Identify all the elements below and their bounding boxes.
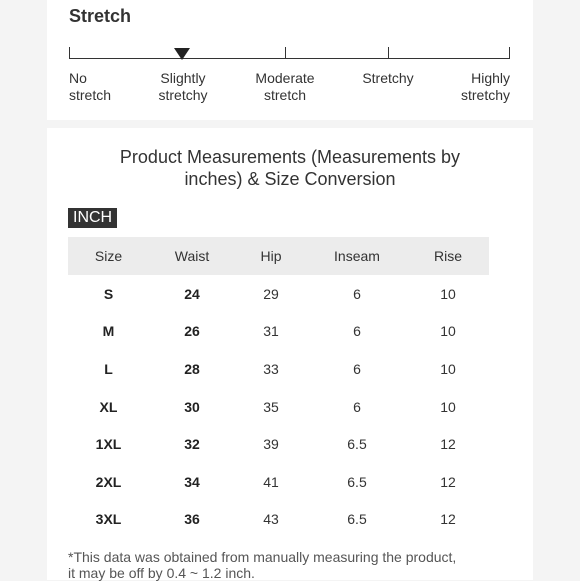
cell-inseam: 6.5: [347, 473, 367, 490]
cell-size: M: [102, 323, 115, 340]
size-table: [68, 237, 489, 538]
cell-waist: 34: [184, 473, 200, 490]
cell-waist: 24: [184, 285, 200, 302]
cell-size: 1XL: [95, 436, 122, 453]
table-row: [68, 313, 489, 351]
cell-hip: 39: [263, 436, 279, 453]
cell-rise: 12: [440, 511, 456, 528]
stretch-scale-line: [69, 58, 510, 59]
cell-rise: 10: [440, 323, 456, 340]
measurement-note: *This data was obtained from manually measuring the product, it may be off by 0.4 ~ 1.2 inch.: [68, 549, 457, 581]
cell-rise: 10: [440, 398, 456, 415]
cell-waist: 26: [184, 323, 200, 340]
cell-inseam: 6.5: [347, 511, 367, 528]
cell-hip: 29: [263, 285, 279, 302]
unit-badge: INCH: [68, 208, 117, 228]
cell-hip: 43: [263, 511, 279, 528]
cell-size: 3XL: [95, 511, 122, 528]
table-row: [68, 425, 489, 463]
cell-waist: 36: [184, 511, 200, 528]
measurements-card: [47, 128, 533, 580]
table-row: [68, 350, 489, 388]
cell-size: XL: [99, 398, 118, 415]
stretch-marker-icon: [174, 48, 190, 60]
table-row: [68, 501, 489, 539]
cell-hip: 41: [263, 473, 279, 490]
table-row: [68, 275, 489, 313]
stretch-tick: [388, 47, 389, 59]
header-hip: Hip: [235, 237, 307, 275]
stretch-label-highly: Highly stretchy: [460, 70, 510, 103]
cell-size: L: [104, 360, 113, 377]
header-rise: Rise: [407, 237, 489, 275]
cell-rise: 12: [440, 436, 456, 453]
header-waist: Waist: [149, 237, 235, 275]
stretch-title: Stretch: [69, 6, 132, 26]
cell-inseam: 6: [353, 360, 361, 377]
cell-inseam: 6: [353, 398, 361, 415]
cell-inseam: 6: [353, 285, 361, 302]
table-header-row: [68, 237, 489, 275]
table-row: [68, 463, 489, 501]
stretch-tick: [285, 47, 286, 59]
measurements-title: Product Measurements (Measurements by inches) & Size Conversion: [119, 147, 461, 189]
cell-inseam: 6: [353, 323, 361, 340]
cell-size: S: [103, 285, 114, 302]
cell-inseam: 6.5: [347, 436, 367, 453]
cell-rise: 10: [440, 360, 456, 377]
stretch-label-slightly: Slightly stretchy: [158, 70, 208, 103]
cell-waist: 30: [184, 398, 200, 415]
stretch-label-stretchy: Stretchy: [362, 70, 414, 86]
stretch-label-no: No stretch: [69, 70, 112, 103]
cell-rise: 12: [440, 473, 456, 490]
stretch-card: [47, 0, 533, 120]
cell-waist: 28: [184, 360, 200, 377]
cell-hip: 33: [263, 360, 279, 377]
cell-rise: 10: [440, 285, 456, 302]
table-row: [68, 388, 489, 426]
stretch-label-moderate: Moderate stretch: [255, 70, 315, 103]
cell-hip: 35: [263, 398, 279, 415]
header-size: Size: [68, 237, 149, 275]
cell-waist: 32: [184, 436, 200, 453]
cell-size: 2XL: [95, 473, 122, 490]
stretch-tick: [509, 47, 510, 59]
header-inseam: Inseam: [307, 237, 407, 275]
cell-hip: 31: [263, 323, 279, 340]
stretch-tick: [69, 47, 70, 59]
